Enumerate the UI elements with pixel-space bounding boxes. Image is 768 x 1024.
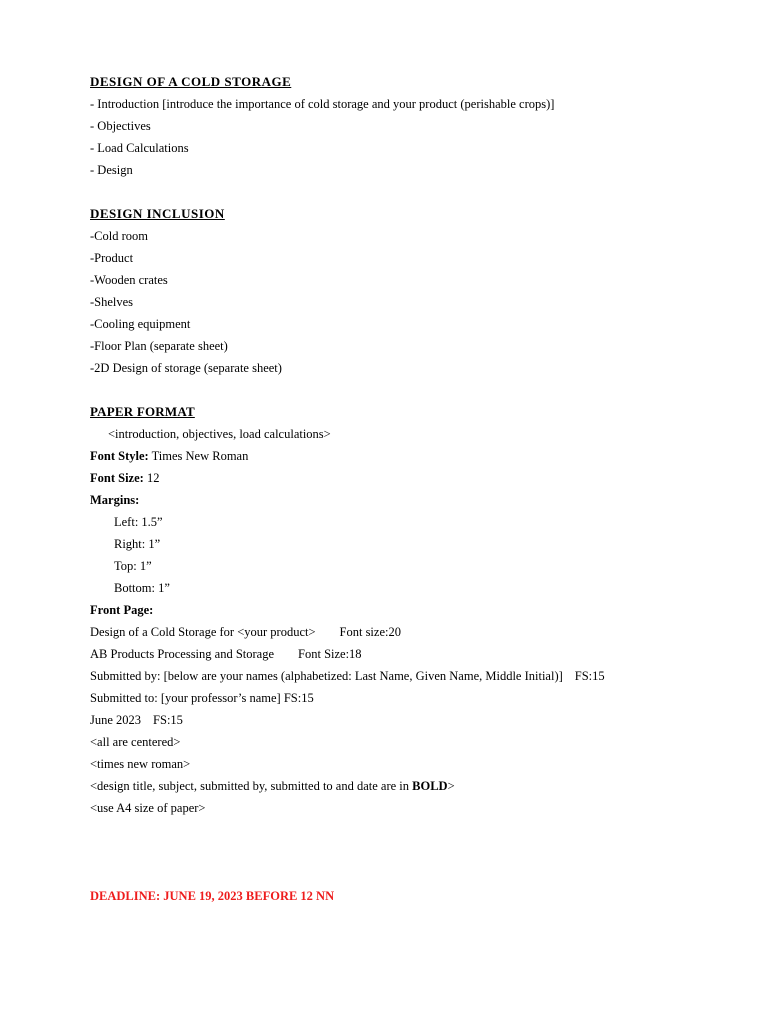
front-page-submitted-by-line <box>90 665 730 687</box>
list-item: - Introduction [introduce the importance of cold storage and your product (perishable crops)] <box>90 97 555 111</box>
font-style-label: Font Style: <box>90 449 149 463</box>
margin-bottom: Bottom: 1” <box>114 581 170 595</box>
font-style-line <box>90 445 730 467</box>
note-font: <times new roman> <box>90 757 191 771</box>
spacer <box>90 181 730 203</box>
list-item: -Cold room <box>90 229 148 243</box>
spacer <box>90 379 730 401</box>
submitted-by-size: FS:15 <box>574 669 605 683</box>
list-item: - Load Calculations <box>90 141 189 155</box>
list-item: -Wooden crates <box>90 273 168 287</box>
front-page-title-line <box>90 621 730 643</box>
deadline-notice: DEADLINE: JUNE 19, 2023 BEFORE 12 NN <box>90 889 335 903</box>
format-note: <introduction, objectives, load calculations> <box>108 427 331 441</box>
margin-top: Top: 1” <box>114 559 152 573</box>
list-item: - Objectives <box>90 119 151 133</box>
front-page-subject-size: Font Size:18 <box>298 647 362 661</box>
list-item: - Design <box>90 163 133 177</box>
margin-left: Left: 1.5” <box>114 515 163 529</box>
front-page-subject-text: AB Products Processing and Storage <box>90 647 275 661</box>
note-bold <box>90 775 730 797</box>
section-heading-cold-storage: DESIGN OF A COLD STORAGE <box>90 74 292 89</box>
front-page-date-line <box>90 709 730 731</box>
list-item: -Shelves <box>90 295 134 309</box>
front-page-title-text: Design of a Cold Storage for <your product> <box>90 625 316 639</box>
note-bold-word: BOLD <box>412 779 448 793</box>
font-size-line <box>90 467 730 489</box>
front-page-label: Front Page: <box>90 603 154 617</box>
list-item: -Product <box>90 251 134 265</box>
front-page-title-size: Font size:20 <box>339 625 401 639</box>
note-bold-suffix: > <box>447 779 455 793</box>
section-heading-design-inclusion: DESIGN INCLUSION <box>90 206 225 221</box>
spacer <box>90 819 730 885</box>
date-text: June 2023 <box>90 713 142 727</box>
note-paper: <use A4 size of paper> <box>90 801 206 815</box>
list-item: -Cooling equipment <box>90 317 191 331</box>
font-size-value: 12 <box>146 471 160 485</box>
note-bold-prefix: <design title, subject, submitted by, submitted to and date are in <box>90 779 413 793</box>
list-item: -Floor Plan (separate sheet) <box>90 339 228 353</box>
section-heading-paper-format: PAPER FORMAT <box>90 404 195 419</box>
font-style-value: Times New Roman <box>151 449 249 463</box>
margins-label: Margins: <box>90 493 140 507</box>
list-item: -2D Design of storage (separate sheet) <box>90 361 282 375</box>
note-centered: <all are centered> <box>90 735 181 749</box>
front-page-subject-line <box>90 643 730 665</box>
document-body <box>90 71 730 907</box>
submitted-by-text: Submitted by: [below are your names (alphabetized: Last Name, Given Name, Middle Initial)] <box>90 669 563 683</box>
date-size: FS:15 <box>153 713 183 727</box>
front-page-submitted-to-line: Submitted to: [your professor’s name] FS:15 <box>90 691 314 705</box>
margin-right: Right: 1” <box>114 537 161 551</box>
font-size-label: Font Size: <box>90 471 144 485</box>
